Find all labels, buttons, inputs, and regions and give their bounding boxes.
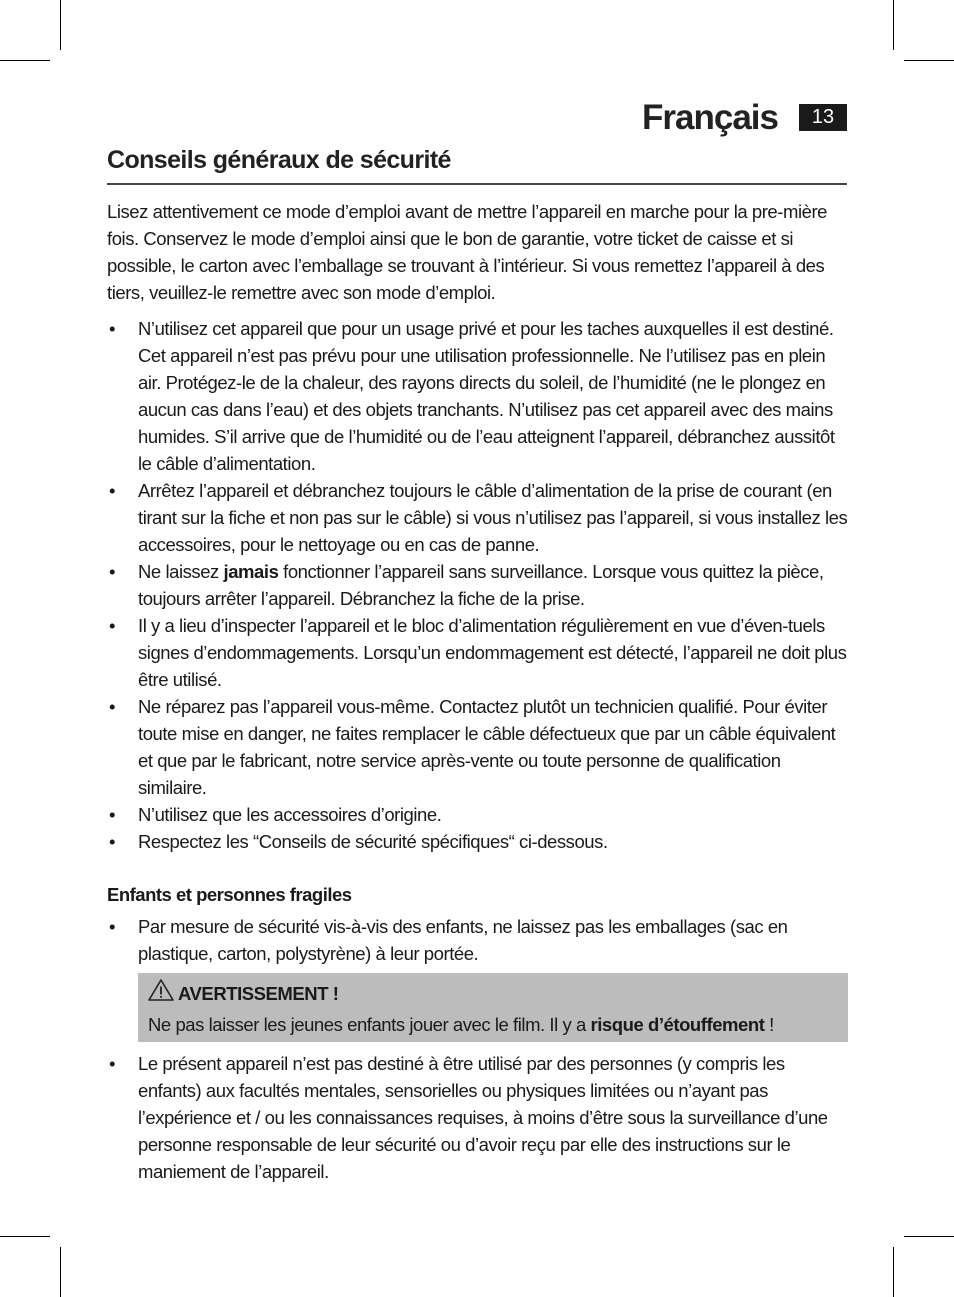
- list-item: • Ne réparez pas l’appareil vous-même. Contactez plutôt un technicien qualifié. Pour éviter toute mise en danger, ne faites remplacer le câble défectueux que par un câble équivalent et que par le fabricant, notre service après-vente ou toute personne de qualification similaire.: [109, 696, 836, 798]
- children-section-title: Enfants et personnes fragiles: [107, 884, 352, 905]
- language-header: [642, 96, 778, 140]
- safety-list: [107, 315, 848, 855]
- warning-emphasis: risque d’étouffement: [590, 1014, 765, 1035]
- crop-mark: [904, 60, 954, 61]
- list-item: • Par mesure de sécurité vis-à-vis des enfants, ne laissez pas les emballages (sac en plastique, carton, polystyrène) à leur portée.: [109, 916, 788, 964]
- list-item: • Ne laissez jamais fonctionner l’appareil sans surveillance. Lorsque vous quittez la pièce, toujours arrêter l’appareil. Débranchez la fiche de la prise.: [109, 561, 824, 609]
- warning-title: AVERTISSEMENT !: [178, 983, 339, 1004]
- children-list-2: [107, 1050, 848, 1185]
- list-item: • Respectez les “Conseils de sécurité spécifiques“ ci-dessous.: [109, 831, 608, 852]
- warning-box: [138, 973, 848, 1042]
- list-item: • N’utilisez cet appareil que pour un usage privé et pour les taches auxquelles il est destiné. Cet appareil n’est pas prévu pour une utilisation professionnelle. Ne l’utilisez pas en plein air. Protégez-le de la chaleur, des rayons directs du soleil, de l’humidité (ne le plongez en aucun cas dans l’eau) et des objets tranchants. N’utilisez pas cet appareil avec des mains humides. S’il arrive que de l’humidité ou de l’eau atteignent l’appareil, débranchez aussitôt le câble d’alimentation.: [109, 318, 835, 474]
- crop-mark: [60, 1247, 61, 1297]
- language-title: Français: [642, 98, 778, 137]
- crop-mark: [60, 0, 61, 50]
- warning-text: Ne pas laisser les jeunes enfants jouer avec le film. Il y a risque d’étouffement !: [148, 1014, 774, 1035]
- children-list: [107, 913, 848, 967]
- page-number: 13: [799, 104, 847, 131]
- warning-header: [148, 979, 840, 1008]
- crop-mark: [904, 1236, 954, 1237]
- crop-mark: [0, 1236, 50, 1237]
- page-content: [107, 198, 848, 1185]
- list-item: • Le présent appareil n’est pas destiné à être utilisé par des personnes (y compris les enfants) aux facultés mentales, sensorielles ou physiques limitées ou n’ayant pas l’expérience et / ou les connaissances requises, à moins d’être sous la surveillance d’une personne responsable de leur sécurité ou d’avoir reçu par elle des instructions sur le maniement de l’appareil.: [109, 1053, 828, 1182]
- intro-paragraph: Lisez attentivement ce mode d’emploi avant de mettre l’appareil en marche pour la pre-mière fois. Conservez le mode d’emploi ainsi que le bon de garantie, votre ticket de caisse et si possible, le carton avec l’emballage se trouvant à l’intérieur. Si vous remettez l’appareil à des tiers, veuillez-le remettre avec son mode d’emploi.: [107, 201, 827, 303]
- crop-mark: [893, 0, 894, 50]
- crop-mark: [0, 60, 50, 61]
- list-item: • Arrêtez l’appareil et débranchez toujours le câble d’alimentation de la prise de courant (en tirant sur la fiche et non pas sur le câble) si vous n’utilisez pas l’appareil, si vous installez les accessoires, pour le nettoyage ou en cas de panne.: [109, 480, 848, 555]
- list-item: • N’utilisez que les accessoires d’origine.: [109, 804, 442, 825]
- crop-mark: [893, 1247, 894, 1297]
- warning-triangle-icon: [148, 979, 178, 1008]
- emphasis-jamais: jamais: [223, 561, 279, 582]
- section-title: Conseils généraux de sécurité: [107, 146, 847, 185]
- list-item: • Il y a lieu d’inspecter l’appareil et le bloc d’alimentation régulièrement en vue d’éven-tuels signes d’endommagements. Lorsqu’un endommagement est détecté, l’appareil ne doit plus être utilisé.: [109, 615, 847, 690]
